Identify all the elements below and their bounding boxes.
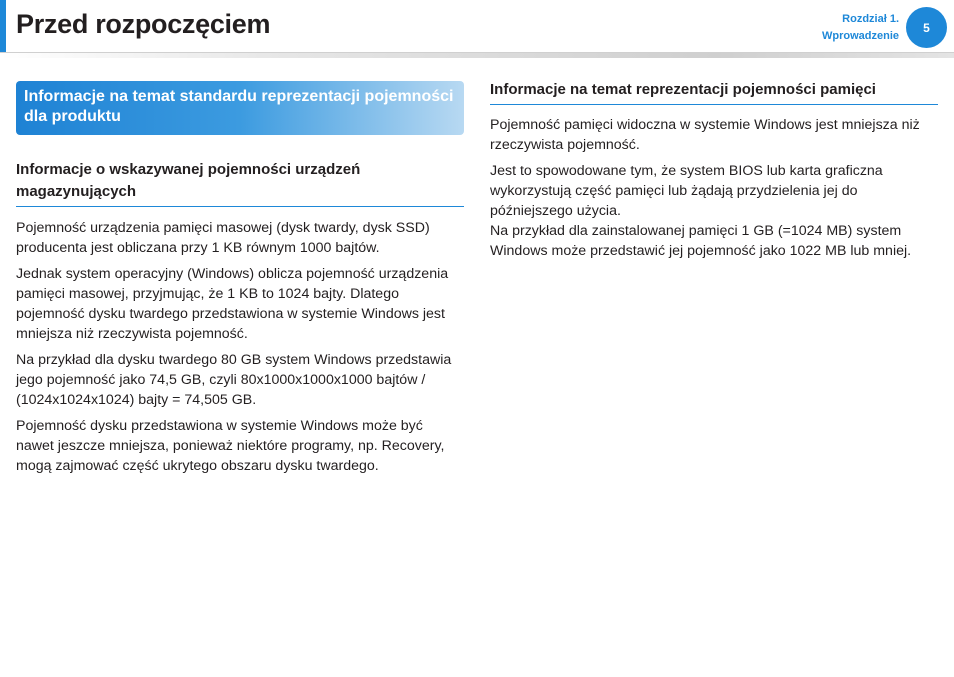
paragraph: Pojemność urządzenia pamięci masowej (dysk twardy, dysk SSD) producenta jest obliczana przy 1 KB równym 1000 bajtów.	[16, 220, 430, 256]
chapter-number: Rozdział 1.	[842, 13, 899, 25]
left-column	[16, 81, 464, 476]
paragraph: Na przykład dla dysku twardego 80 GB system Windows przedstawia jego pojemność jako 74,5 GB, czyli 80x1000x1000x1000 bajtów / (1024x1024x1024) bajty = 74,505 GB.	[16, 352, 452, 408]
page-number-badge: 5	[906, 7, 947, 48]
header-divider-line	[0, 52, 954, 53]
page-title: Przed rozpoczęciem	[16, 9, 271, 39]
chapter-label	[822, 11, 899, 45]
paragraph: Jednak system operacyjny (Windows) oblicza pojemność urządzenia pamięci masowej, przyjmując, że 1 KB to 1024 bajty. Dlatego pojemność dysku twardego przedstawiona w systemie Windows jest mniejsza niż rzeczywista pojemność.	[16, 266, 449, 342]
section-banner: Informacje na temat standardu reprezentacji pojemności dla produktu	[16, 81, 464, 135]
header-accent-bar	[0, 0, 6, 52]
paragraph: Pojemność pamięci widoczna w systemie Windows jest mniejsza niż rzeczywista pojemność.	[490, 117, 920, 153]
right-column	[490, 79, 938, 261]
paragraph: Pojemność dysku przedstawiona w systemie Windows może być nawet jeszcze mniejsza, ponieważ niektóre programy, np. Recovery, mogą zajmować część ukrytego obszaru dysku twardego.	[16, 418, 445, 474]
paragraph: Jest to spowodowane tym, że system BIOS lub karta graficzna wykorzystują część pamięci lub żądają przydzielenia jej do późniejszego użycia.	[490, 163, 883, 219]
memory-capacity-heading: Informacje na temat reprezentacji pojemności pamięci	[490, 79, 938, 105]
storage-capacity-heading: Informacje o wskazywanej pojemności urządzeń magazynujących	[16, 159, 464, 207]
chapter-name: Wprowadzenie	[821, 30, 899, 42]
paragraph: Na przykład dla zainstalowanej pamięci 1 GB (=1024 MB) system Windows może przedstawić jej pojemność jako 1022 MB lub mniej.	[490, 223, 912, 259]
